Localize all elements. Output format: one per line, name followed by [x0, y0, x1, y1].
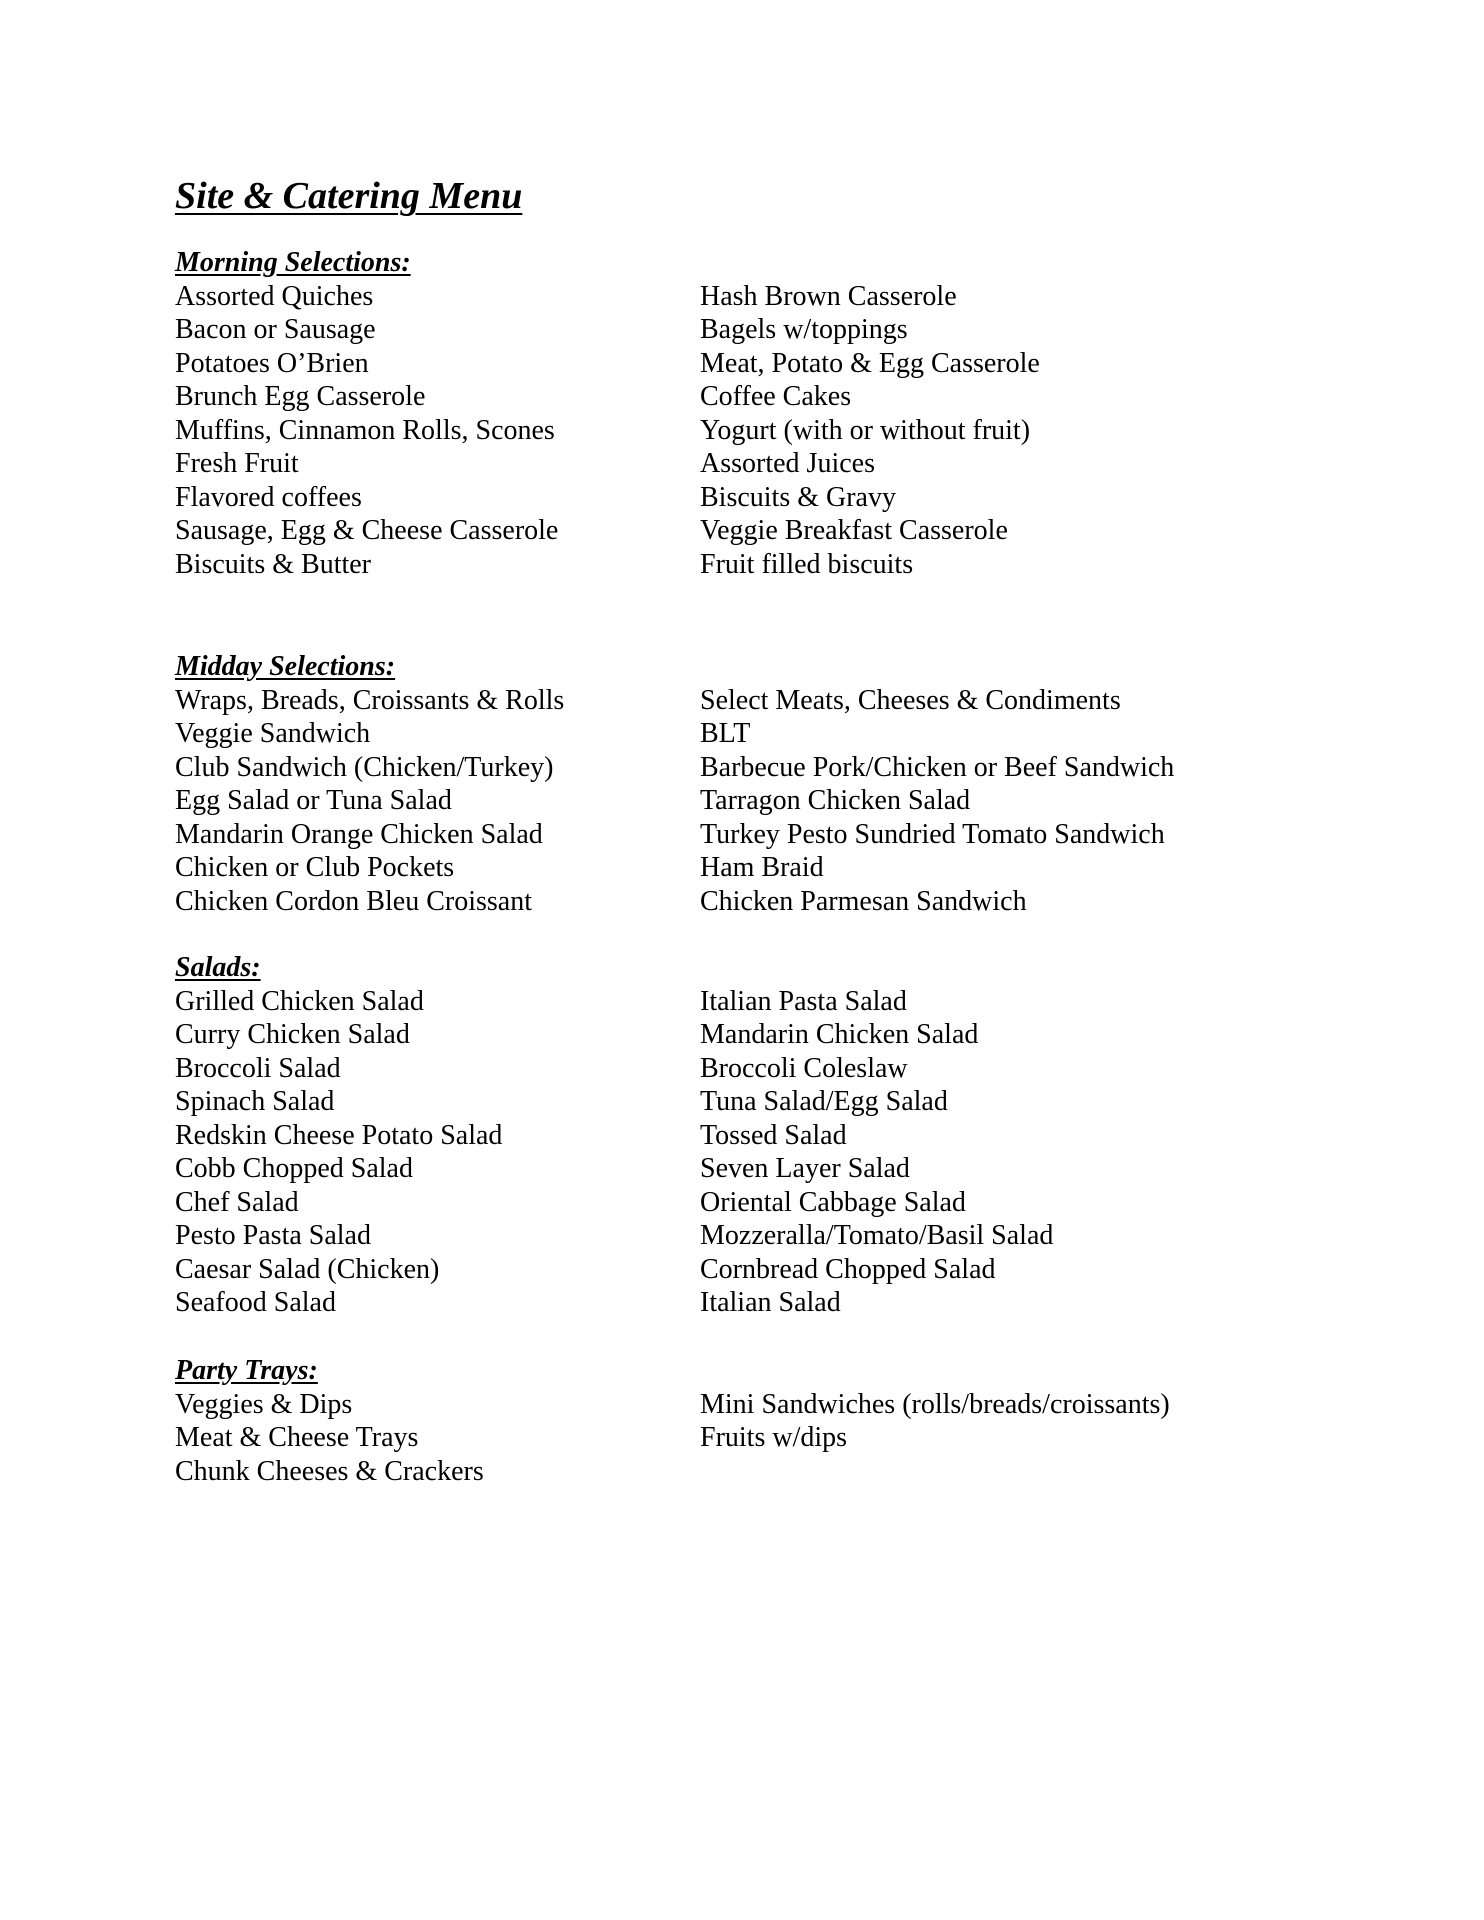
menu-item: Bagels w/toppings: [700, 314, 908, 345]
menu-item: Seven Layer Salad: [700, 1153, 910, 1184]
menu-item: Tossed Salad: [700, 1119, 847, 1151]
menu-item: Coffee Cakes: [700, 381, 852, 412]
section-salads: [175, 951, 1355, 1320]
menu-item: Veggie Sandwich: [175, 718, 371, 749]
menu-item: Italian Salad: [700, 1287, 841, 1318]
menu-item: Redskin Cheese Potato Salad: [175, 1119, 503, 1151]
menu-item: Select Meats, Cheeses & Condiments: [700, 684, 1121, 716]
salads-columns: [175, 985, 1355, 1320]
menu-item: Seafood Salad: [175, 1287, 336, 1318]
menu-item: Biscuits & Butter: [175, 548, 371, 580]
menu-item: Veggie Breakfast Casserole: [700, 515, 1008, 546]
morning-left-list: [175, 280, 700, 582]
menu-item: Mandarin Orange Chicken Salad: [175, 818, 543, 850]
menu-item: Broccoli Salad: [175, 1052, 341, 1084]
salads-right-list: [700, 985, 1355, 1320]
menu-item: Mozzeralla/Tomato/Basil Salad: [700, 1220, 1054, 1251]
menu-item: Bacon or Sausage: [175, 314, 376, 345]
menu-item: Caesar Salad (Chicken): [175, 1253, 440, 1285]
menu-item: Chicken or Club Pockets: [175, 852, 455, 883]
menu-item: Cornbread Chopped Salad: [700, 1253, 996, 1285]
section-heading-party-trays: Party Trays:: [175, 1355, 318, 1386]
menu-item: Brunch Egg Casserole: [175, 381, 426, 412]
menu-item: Chicken Parmesan Sandwich: [700, 885, 1027, 917]
morning-right-list: [700, 280, 1355, 582]
menu-item: Sausage, Egg & Cheese Casserole: [175, 515, 559, 546]
menu-item: Grilled Chicken Salad: [175, 985, 424, 1017]
menu-item: Veggies & Dips: [175, 1388, 353, 1420]
menu-item: Meat, Potato & Egg Casserole: [700, 347, 1040, 379]
menu-item: Turkey Pesto Sundried Tomato Sandwich: [700, 818, 1165, 850]
menu-item: Mini Sandwiches (rolls/breads/croissants): [700, 1388, 1170, 1420]
menu-item: Meat & Cheese Trays: [175, 1422, 419, 1453]
section-heading-midday: Midday Selections:: [175, 651, 396, 682]
menu-item: Egg Salad or Tuna Salad: [175, 785, 452, 816]
midday-right-list: [700, 684, 1355, 919]
menu-item: Tarragon Chicken Salad: [700, 785, 971, 816]
menu-item: Pesto Pasta Salad: [175, 1220, 371, 1251]
menu-item: Fruits w/dips: [700, 1422, 848, 1453]
menu-item: Spinach Salad: [175, 1086, 335, 1117]
midday-left-list: [175, 684, 700, 919]
menu-item: Oriental Cabbage Salad: [700, 1186, 966, 1218]
menu-item: Cobb Chopped Salad: [175, 1153, 413, 1184]
section-morning: [175, 246, 1355, 581]
menu-item: Chef Salad: [175, 1186, 299, 1218]
menu-item: Barbecue Pork/Chicken or Beef Sandwich: [700, 751, 1175, 783]
menu-item: Potatoes O’Brien: [175, 347, 369, 379]
page-title: Site & Catering Menu: [175, 175, 523, 217]
section-party-trays: [175, 1354, 1355, 1488]
section-midday: [175, 650, 1355, 918]
midday-columns: [175, 684, 1355, 919]
section-heading-morning: Morning Selections:: [175, 247, 411, 278]
menu-item: Wraps, Breads, Croissants & Rolls: [175, 684, 565, 716]
menu-item: Club Sandwich (Chicken/Turkey): [175, 751, 554, 783]
menu-item: BLT: [700, 718, 751, 749]
menu-item: Italian Pasta Salad: [700, 985, 907, 1017]
menu-item: Chunk Cheeses & Crackers: [175, 1455, 484, 1487]
menu-item: Yogurt (with or without fruit): [700, 414, 1031, 446]
menu-item: Tuna Salad/Egg Salad: [700, 1086, 948, 1117]
menu-item: Assorted Juices: [700, 448, 875, 479]
menu-item: Ham Braid: [700, 852, 824, 883]
party-trays-right-list: [700, 1388, 1355, 1489]
menu-item: Biscuits & Gravy: [700, 481, 896, 513]
salads-left-list: [175, 985, 700, 1320]
menu-item: Assorted Quiches: [175, 280, 374, 312]
menu-item: Curry Chicken Salad: [175, 1019, 410, 1050]
section-heading-salads: Salads:: [175, 952, 261, 983]
menu-item: Fresh Fruit: [175, 448, 299, 479]
menu-item: Chicken Cordon Bleu Croissant: [175, 885, 532, 917]
menu-item: Flavored coffees: [175, 481, 362, 513]
menu-item: Hash Brown Casserole: [700, 280, 957, 312]
menu-item: Mandarin Chicken Salad: [700, 1019, 979, 1050]
menu-item: Broccoli Coleslaw: [700, 1052, 908, 1084]
morning-columns: [175, 280, 1355, 582]
party-trays-left-list: [175, 1388, 700, 1489]
menu-item: Muffins, Cinnamon Rolls, Scones: [175, 414, 555, 446]
menu-item: Fruit filled biscuits: [700, 548, 914, 580]
party-trays-columns: [175, 1388, 1355, 1489]
